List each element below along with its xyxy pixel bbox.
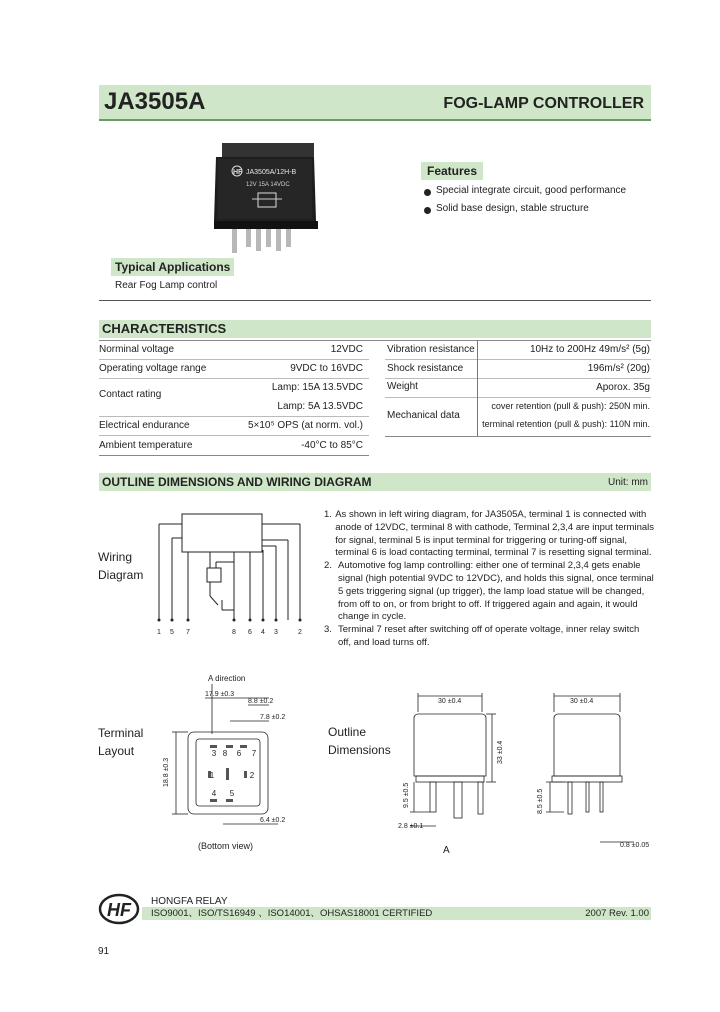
dim-label: 0.8 ±0.05	[620, 842, 650, 849]
char-label: Electrical endurance	[99, 420, 190, 431]
char-label: Vibration resistance	[387, 344, 475, 355]
relay-photo	[212, 143, 322, 255]
dim-label: 18.8 ±0.3	[163, 757, 170, 787]
char-value: -40°C to 85°C	[301, 440, 363, 451]
note-number: 2.	[324, 560, 332, 572]
note-number: 1.	[324, 509, 332, 520]
wiring-diagram	[150, 510, 310, 640]
a-direction-label: A direction	[208, 674, 246, 683]
feature-item: Solid base design, stable structure	[436, 203, 589, 214]
note-number: 3.	[324, 624, 332, 636]
header-bar-bottom-rule	[99, 119, 651, 121]
table-rule	[99, 435, 369, 436]
terminal-layout-label: Terminal	[98, 726, 144, 740]
pin-label: 5	[170, 629, 174, 636]
svg-text:HF: HF	[107, 900, 131, 920]
features-heading: Features	[421, 162, 483, 180]
note-line: from off to on, or from bright to off. If triggered again and again, it would	[338, 598, 638, 610]
dim-label: 6.4 ±0.2	[260, 817, 286, 824]
pin-label: 7	[186, 629, 190, 636]
outline-drawing-front	[388, 690, 510, 858]
hongfa-logo	[98, 893, 140, 925]
pin-label: 8	[232, 629, 236, 636]
outline-heading: OUTLINE DIMENSIONS AND WIRING DIAGRAM	[102, 475, 372, 489]
dim-label: 8.5 ±0.5	[537, 788, 544, 814]
char-value: 9VDC to 16VDC	[290, 363, 363, 374]
dim-label: 2.8 ±0.1	[398, 823, 424, 830]
dim-label: 9.5 ±0.5	[403, 782, 410, 808]
note-line: Automotive fog lamp controlling: either one of terminal 2,3,4 gets enable	[338, 560, 641, 572]
char-value: terminal retention (pull & push): 110N min.	[482, 419, 650, 429]
dim-label: 30 ±0.4	[438, 698, 462, 705]
table-rule	[99, 455, 369, 456]
note-line: terminal 6 is load contacting terminal, terminal 7 is resetting signal terminal.	[335, 547, 652, 559]
terminal-number: 6	[236, 749, 242, 758]
view-a-label: A	[443, 845, 450, 856]
dim-label: 30 ±0.4	[570, 698, 594, 705]
char-value: 196m/s² (20g)	[587, 363, 650, 374]
bottom-view-label: (Bottom view)	[198, 841, 254, 851]
applications-text: Rear Fog Lamp control	[115, 280, 218, 291]
char-label: Ambient temperature	[99, 440, 193, 451]
char-label: Weight	[387, 381, 418, 392]
dim-label: 7.8 ±0.2	[260, 714, 286, 721]
terminal-number: 5	[229, 789, 235, 798]
model-title: JA3505A	[104, 88, 206, 115]
terminal-layout-drawing	[160, 672, 292, 854]
pin-label: 1	[157, 629, 161, 636]
pin-label: 2	[298, 629, 302, 636]
table-rule	[385, 436, 651, 437]
certifications: ISO9001、ISO/TS16949 、ISO14001、OHSAS18001 CERTIFIED	[151, 908, 433, 919]
table-column-rule	[477, 340, 478, 436]
terminal-number: 7	[251, 749, 257, 758]
table-rule	[385, 378, 651, 379]
note-line: anode of 12VDC, terminal 8 with cathode, Terminal 2,3,4 are input terminals	[335, 521, 654, 533]
terminal-number: 8	[222, 749, 228, 758]
relay-photo-label-1: JA3505A/12H-B	[246, 169, 297, 176]
note-line: 5 gets triggering signal (up trigger), the lamp load statue will be changed,	[338, 585, 645, 597]
wiring-label: Diagram	[98, 568, 144, 582]
note-line: change in cycle.	[338, 611, 407, 623]
revision: 2007 Rev. 1.00	[585, 908, 649, 919]
wiring-notes	[324, 509, 654, 650]
terminal-number: 1	[209, 771, 215, 780]
terminal-layout-label: Layout	[98, 744, 135, 758]
note-line: for signal, terminal 5 is input terminal for triggering or turing-off signal,	[335, 534, 628, 546]
dim-label: 17.9 ±0.3	[205, 691, 235, 698]
table-rule	[385, 397, 651, 398]
wiring-label: Wiring	[98, 550, 133, 564]
pin-label: 3	[274, 629, 278, 636]
char-label: Norminal voltage	[99, 344, 175, 355]
char-label: Shock resistance	[387, 363, 464, 374]
terminal-number: 3	[211, 749, 217, 758]
pin-label: 6	[248, 629, 252, 636]
table-rule	[99, 340, 651, 341]
note-line: Terminal 7 reset after switching off of operate voltage, inner relay switch	[338, 624, 640, 636]
page-number: 91	[98, 946, 110, 957]
dim-label: 33 ±0.4	[497, 740, 504, 764]
bullet-icon	[424, 207, 431, 214]
applications-heading: Typical Applications	[111, 258, 234, 276]
terminal-number: 4	[211, 789, 217, 798]
bullet-icon	[424, 189, 431, 196]
characteristics-heading: CHARACTERISTICS	[102, 321, 227, 336]
outline-drawing-side	[520, 690, 654, 858]
note-line: As shown in left wiring diagram, for JA3505A, terminal 1 is connected with	[335, 509, 647, 520]
outline-dimensions-label: Outline	[328, 725, 367, 739]
note-line: off, and load turns off.	[338, 636, 430, 648]
outline-dimensions-label: Dimensions	[328, 743, 391, 757]
char-value: 5×10⁵ OPS (at norm. vol.)	[247, 420, 363, 431]
char-value: Lamp: 15A 13.5VDC	[271, 382, 363, 393]
char-value: 12VDC	[330, 344, 363, 355]
pin-label: 4	[261, 629, 265, 636]
svg-text:HF: HF	[233, 169, 243, 176]
char-value: cover retention (pull & push): 250N min.	[491, 401, 650, 411]
table-rule	[385, 359, 651, 360]
char-label: Contact rating	[99, 389, 162, 400]
terminal-number: 2	[249, 771, 255, 780]
brand-name: HONGFA RELAY	[151, 896, 228, 907]
divider	[99, 300, 651, 301]
table-rule	[99, 416, 369, 417]
note-line: signal (high potential 9VDC to 12VDC), and holds this signal, once terminal	[338, 572, 654, 584]
product-title: FOG-LAMP CONTROLLER	[443, 95, 644, 112]
unit-label: Unit: mm	[608, 477, 648, 488]
relay-photo-label-2: 12V 15A 14VDC	[246, 182, 290, 188]
char-label: Operating voltage range	[99, 363, 207, 374]
dim-label: 8.8 ±0.2	[248, 698, 274, 705]
char-label: Mechanical data	[387, 410, 460, 421]
table-rule	[99, 359, 369, 360]
char-value: Lamp: 5A 13.5VDC	[277, 401, 363, 412]
char-value: 10Hz to 200Hz 49m/s² (5g)	[529, 344, 650, 355]
table-rule	[99, 378, 369, 379]
feature-item: Special integrate circuit, good performance	[436, 185, 627, 196]
char-value: Aporox. 35g	[596, 382, 650, 393]
